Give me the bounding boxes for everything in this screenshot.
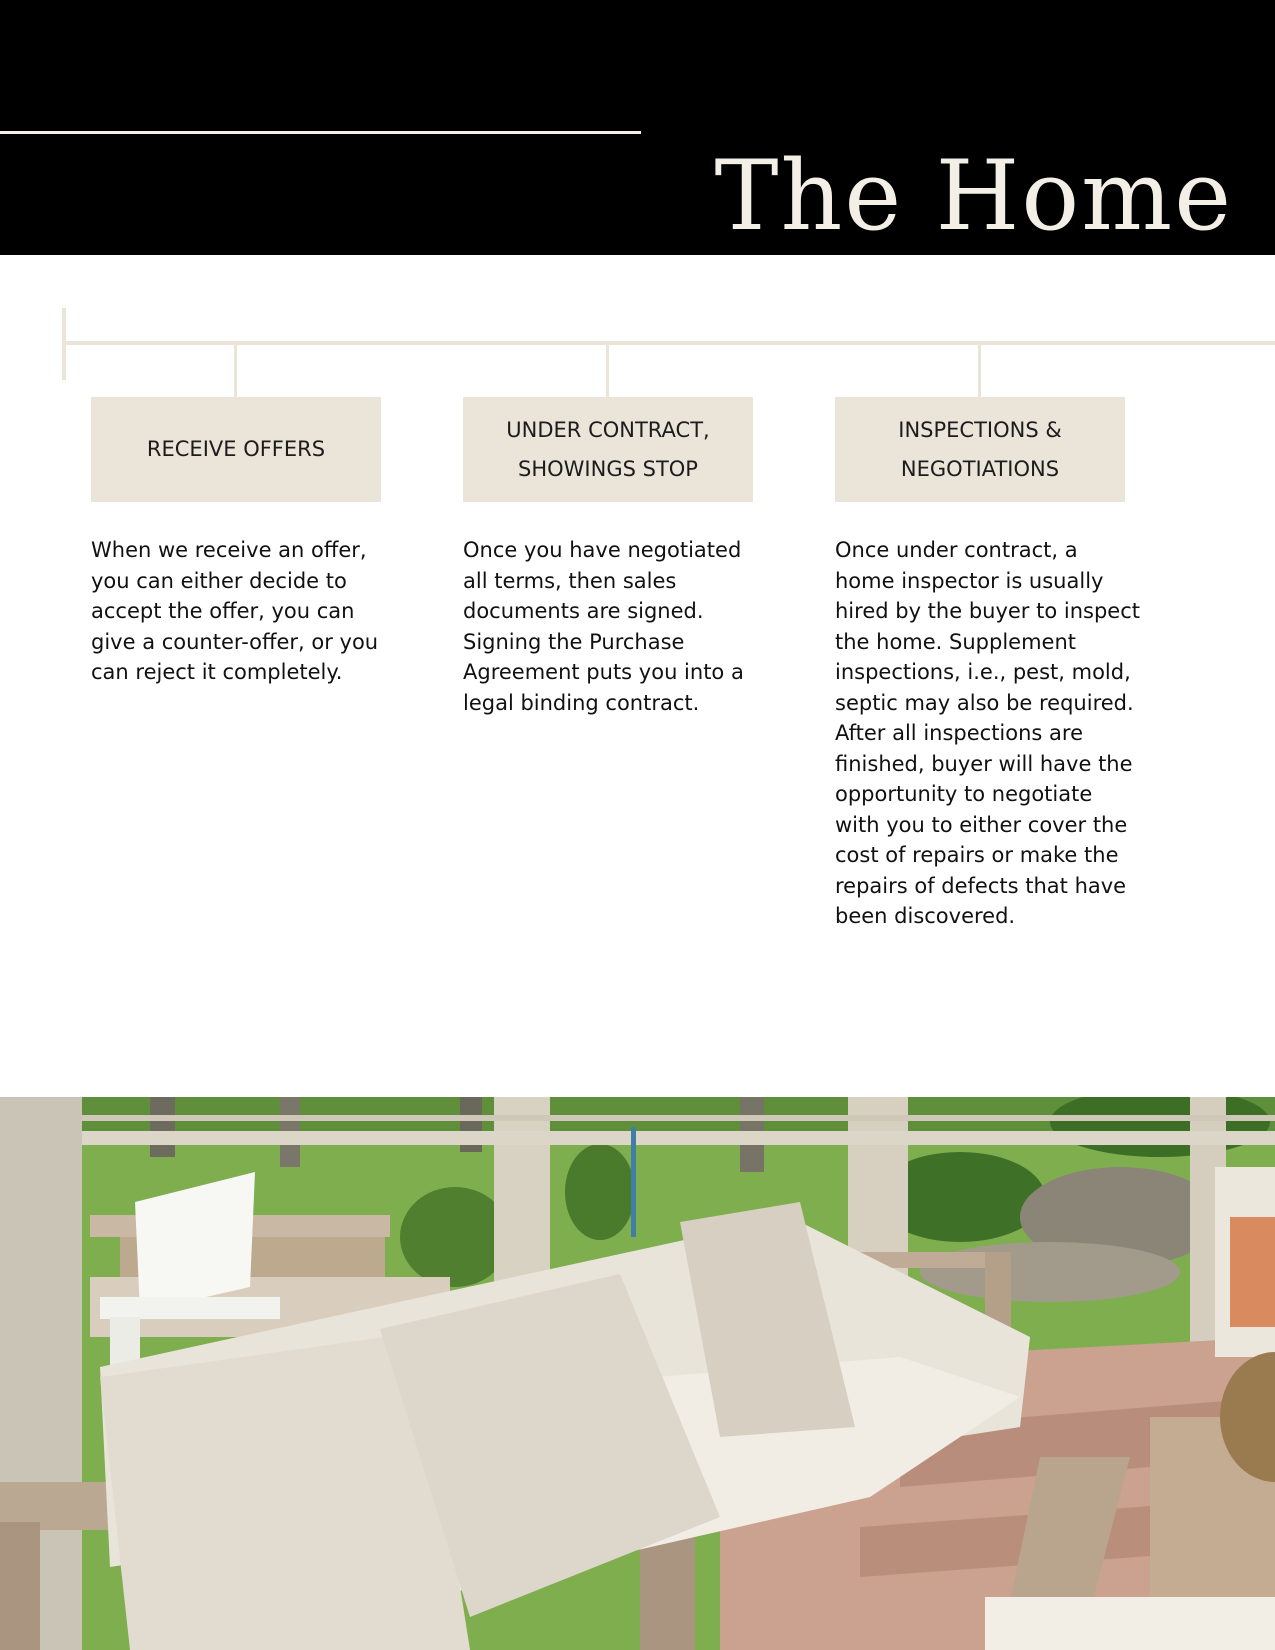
step-box-receive-offers bbox=[91, 397, 381, 502]
timeline-tick-3 bbox=[978, 343, 981, 397]
step-label: UNDER CONTRACT, SHOWINGS STOP bbox=[506, 417, 710, 481]
page-title: The Home bbox=[714, 140, 1233, 253]
porch-photo-illustration bbox=[0, 1097, 1275, 1650]
timeline-line bbox=[62, 341, 1275, 345]
timeline-tick-2 bbox=[606, 343, 609, 397]
step-description-inspections: Once under contract, a home inspector is usually hired by the buyer to inspect the home. Supplement inspections, i.e., pest, mold, septic may also be required. After all inspections are finished, buyer will have the opportunity to negotiate with you to either cover the cost of repairs or make the repairs of defects that have been discovered. bbox=[835, 538, 1140, 928]
step-box-inspections bbox=[835, 397, 1125, 502]
step-label: RECEIVE OFFERS bbox=[146, 437, 326, 461]
step-label: INSPECTIONS & NEGOTIATIONS bbox=[898, 417, 1062, 481]
timeline-start-marker bbox=[62, 308, 66, 380]
porch-photo bbox=[0, 1097, 1275, 1650]
step-box-under-contract bbox=[463, 397, 753, 502]
step-description-under-contract: Once you have negotiated all terms, then sales documents are signed. Signing the Purchase Agreement puts you into a legal binding contract. bbox=[463, 538, 744, 715]
header-divider-line bbox=[0, 131, 641, 134]
step-description-receive-offers: When we receive an offer, you can either decide to accept the offer, you can give a counter-offer, or you can reject it completely. bbox=[91, 538, 379, 684]
page-header bbox=[0, 0, 1275, 255]
timeline-tick-1 bbox=[234, 343, 237, 397]
